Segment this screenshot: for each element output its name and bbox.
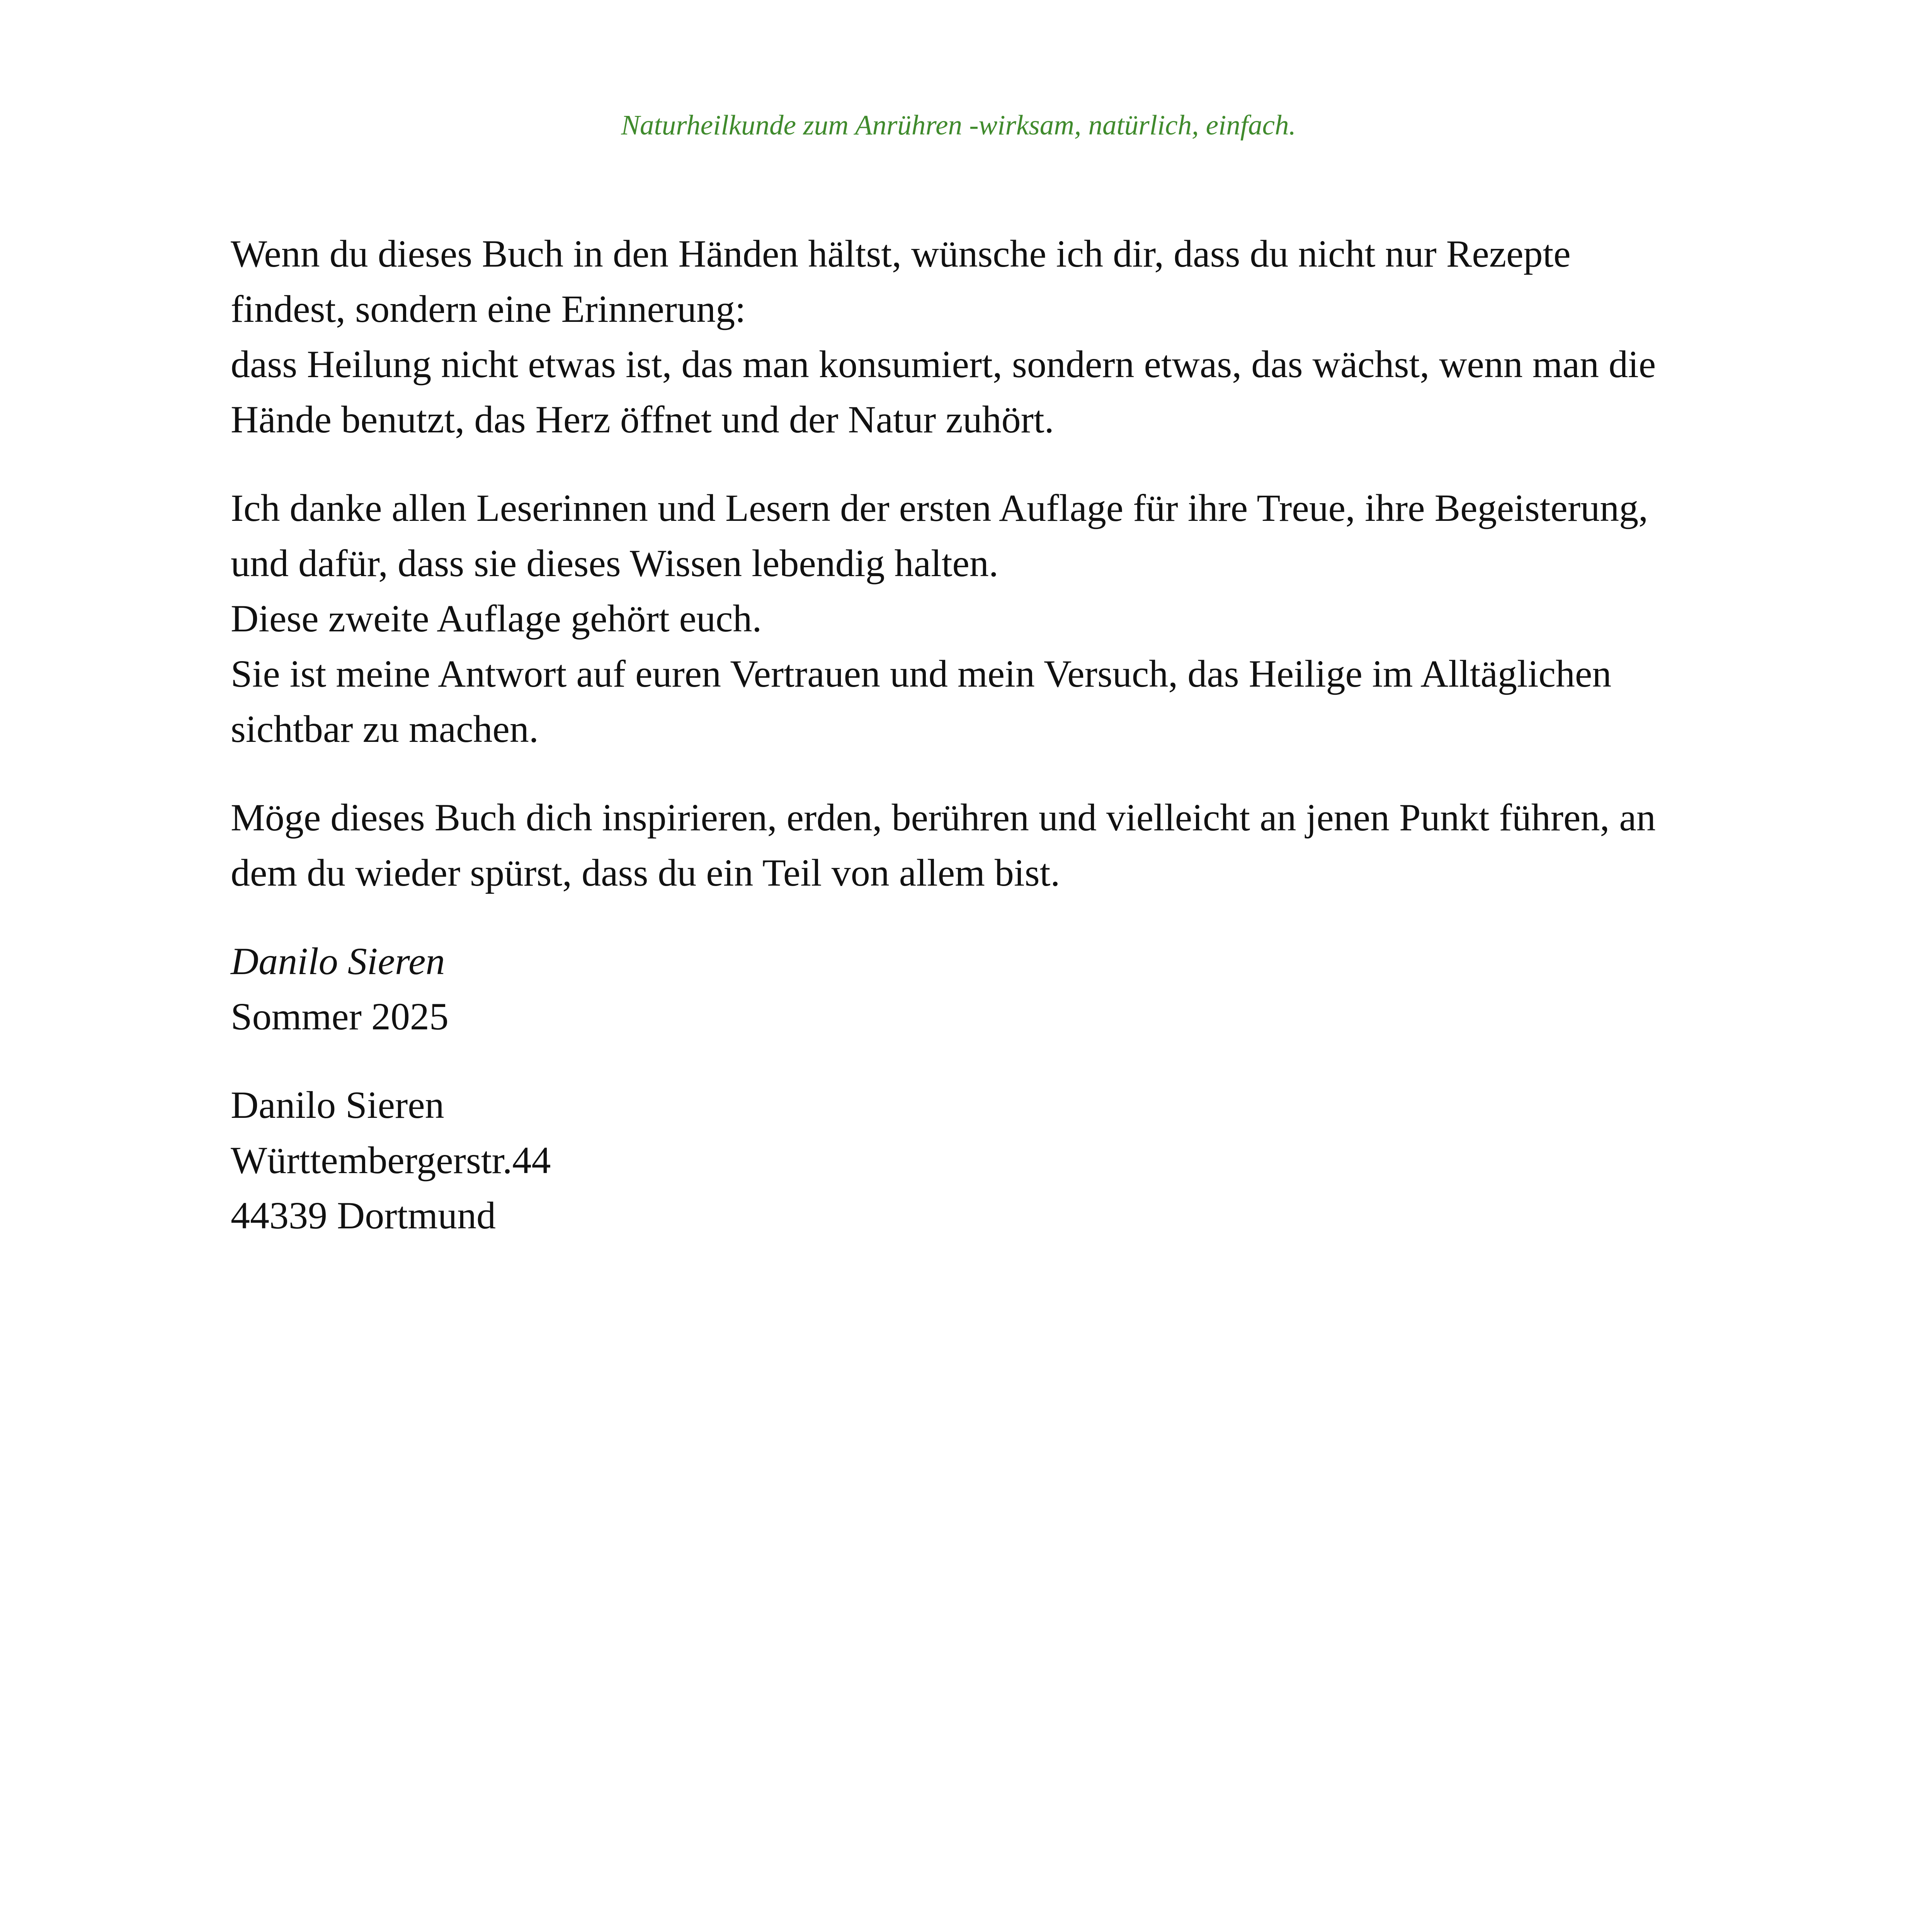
text-line: findest, sondern eine Erinnerung: (231, 287, 746, 330)
address-city: 44339 Dortmund (231, 1194, 496, 1237)
paragraph-wish (231, 790, 1699, 900)
text-line: Wenn du dieses Buch in den Händen hältst, wünsche ich dir, dass du nicht nur Rezepte (231, 232, 1571, 275)
text-line: dass Heilung nicht etwas ist, das man konsumiert, sondern etwas, das wächst, wenn man die (231, 343, 1656, 386)
address-name: Danilo Sieren (231, 1083, 444, 1126)
signature-date: Sommer 2025 (231, 995, 449, 1038)
text-line: sichtbar zu machen. (231, 707, 539, 750)
text-line: Möge dieses Buch dich inspirieren, erden, berühren und vielleicht an jenen Punkt führen, an (231, 796, 1656, 839)
text-line: und dafür, dass sie dieses Wissen lebendig halten. (231, 542, 998, 585)
address-block (231, 1077, 1699, 1243)
text-line: dem du wieder spürst, dass du ein Teil von allem bist. (231, 851, 1060, 894)
text-line: Hände benutzt, das Herz öffnet und der Natur zuhört. (231, 398, 1054, 441)
text-line: Sie ist meine Antwort auf euren Vertrauen und mein Versuch, das Heilige im Alltäglichen (231, 652, 1612, 695)
signature-name: Danilo Sieren (231, 940, 445, 983)
page-body (231, 226, 1699, 1276)
address-street: Württembergerstr.44 (231, 1139, 551, 1182)
signature-block (231, 934, 1699, 1044)
running-header: Naturheilkunde zum Anrühren -wirksam, natürlich, einfach. (621, 109, 1296, 141)
text-line: Diese zweite Auflage gehört euch. (231, 597, 762, 640)
text-line: Ich danke allen Leserinnen und Lesern der ersten Auflage für ihre Treue, ihre Begeisterung, (231, 486, 1648, 529)
paragraph-thanks (231, 480, 1699, 757)
paragraph-dedication (231, 226, 1699, 447)
